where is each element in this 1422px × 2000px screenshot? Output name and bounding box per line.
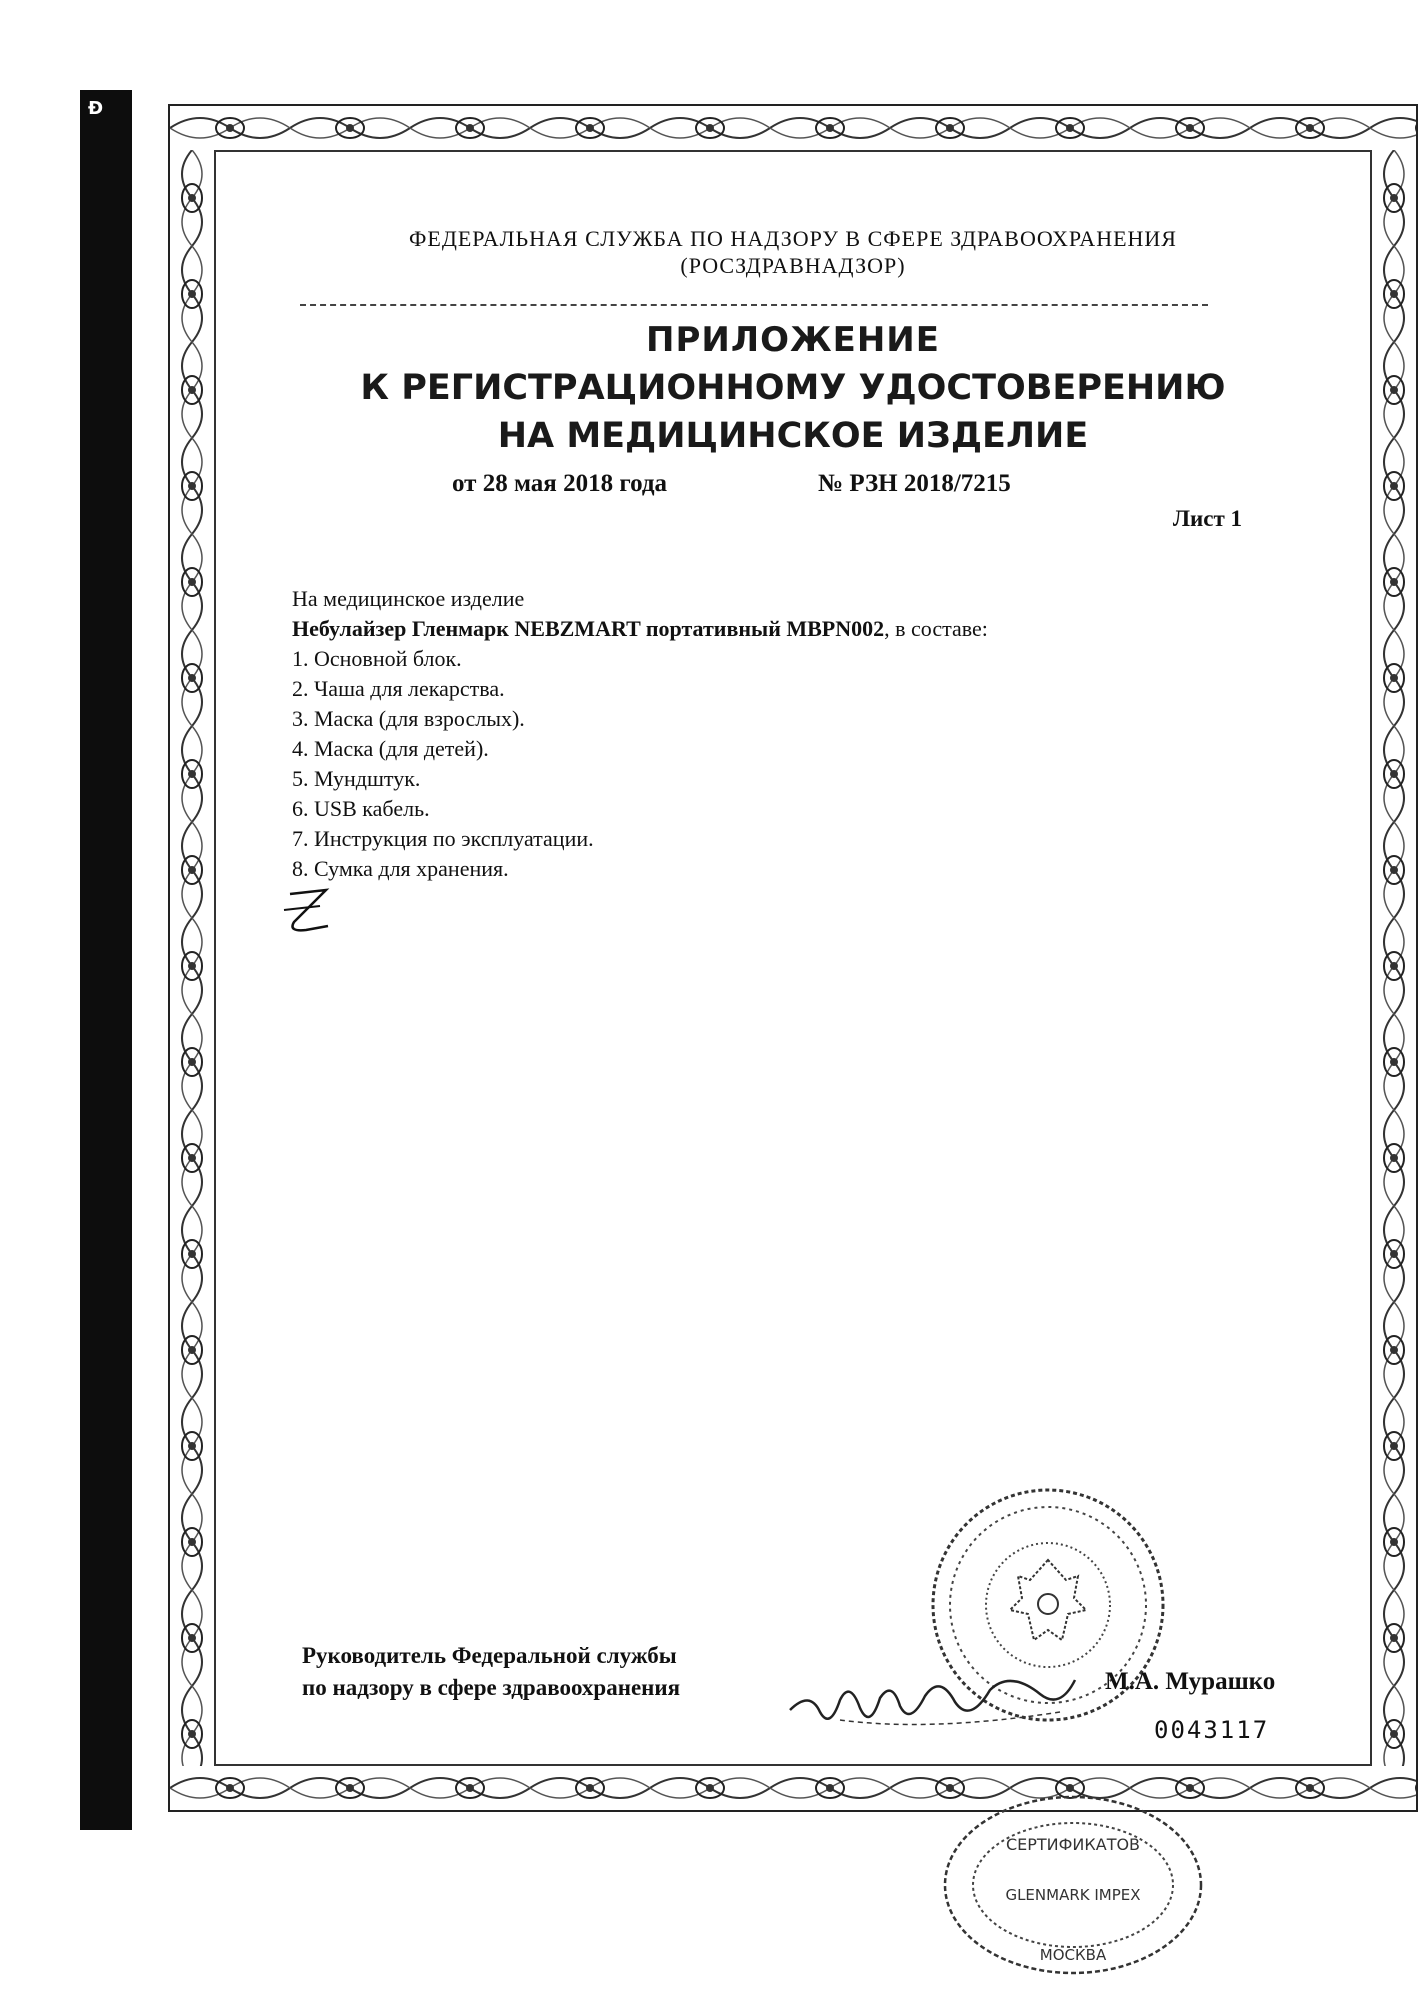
product-line <box>292 614 988 644</box>
product-suffix: , в составе: <box>884 616 988 641</box>
serial-number: 0043117 <box>1154 1716 1270 1744</box>
signer-name: М.А. Мурашко <box>1105 1668 1276 1695</box>
component-list <box>292 644 988 884</box>
issue-date: от 28 мая 2018 года <box>452 470 667 497</box>
product-name: Небулайзер Гленмарк NEBZMART портативный MBPN002 <box>292 616 885 641</box>
stamp-text-top: СЕРТИФИКАТОВ <box>1005 1835 1141 1854</box>
company-stamp <box>938 1790 1208 1980</box>
registration-number: № РЗН 2018/7215 <box>818 470 1011 497</box>
signer-position <box>302 1640 680 1704</box>
list-item: 4. Маска (для детей). <box>292 736 489 761</box>
list-item: 2. Чаша для лекарства. <box>292 676 505 701</box>
handwritten-z-mark <box>276 880 340 944</box>
document-body <box>292 584 988 884</box>
list-item: 3. Маска (для взрослых). <box>292 706 525 731</box>
header-divider <box>300 304 1208 306</box>
stamp-text-bottom: МОСКВА <box>1039 1946 1107 1964</box>
document-subtitle-line1: К РЕГИСТРАЦИОННОМУ УДОСТОВЕРЕНИЮ <box>360 368 1226 408</box>
signature <box>780 1650 1080 1740</box>
margin-mark: Đ <box>88 98 104 119</box>
signer-position-line2: по надзору в сфере здравоохранения <box>302 1675 681 1700</box>
document-subtitle-line2: НА МЕДИЦИНСКОЕ ИЗДЕЛИЕ <box>497 416 1089 456</box>
list-item: 6. USB кабель. <box>292 796 430 821</box>
agency-name: ФЕДЕРАЛЬНАЯ СЛУЖБА ПО НАДЗОРУ В СФЕРЕ ЗДРАВООХРАНЕНИЯ <box>409 226 1177 251</box>
list-item: 8. Сумка для хранения. <box>292 856 509 881</box>
ornament-border-bottom <box>170 1766 1416 1810</box>
agency-abbreviation: (РОСЗДРАВНАДЗОР) <box>680 253 906 278</box>
ornament-border-right <box>1372 150 1416 1766</box>
scan-margin-strip <box>80 90 132 1830</box>
list-item: 5. Мундштук. <box>292 766 421 791</box>
signer-position-line1: Руководитель Федеральной службы <box>302 1643 677 1668</box>
sheet-number: Лист 1 <box>1172 506 1242 531</box>
list-item: 1. Основной блок. <box>292 646 462 671</box>
ornament-border-left <box>170 150 214 1766</box>
ornament-border-top <box>170 106 1416 150</box>
body-intro: На медицинское изделие <box>292 586 525 611</box>
stamp-text-middle: GLENMARK IMPEX <box>1005 1886 1141 1904</box>
document-title: ПРИЛОЖЕНИЕ <box>646 320 940 360</box>
list-item: 7. Инструкция по эксплуатации. <box>292 826 594 851</box>
